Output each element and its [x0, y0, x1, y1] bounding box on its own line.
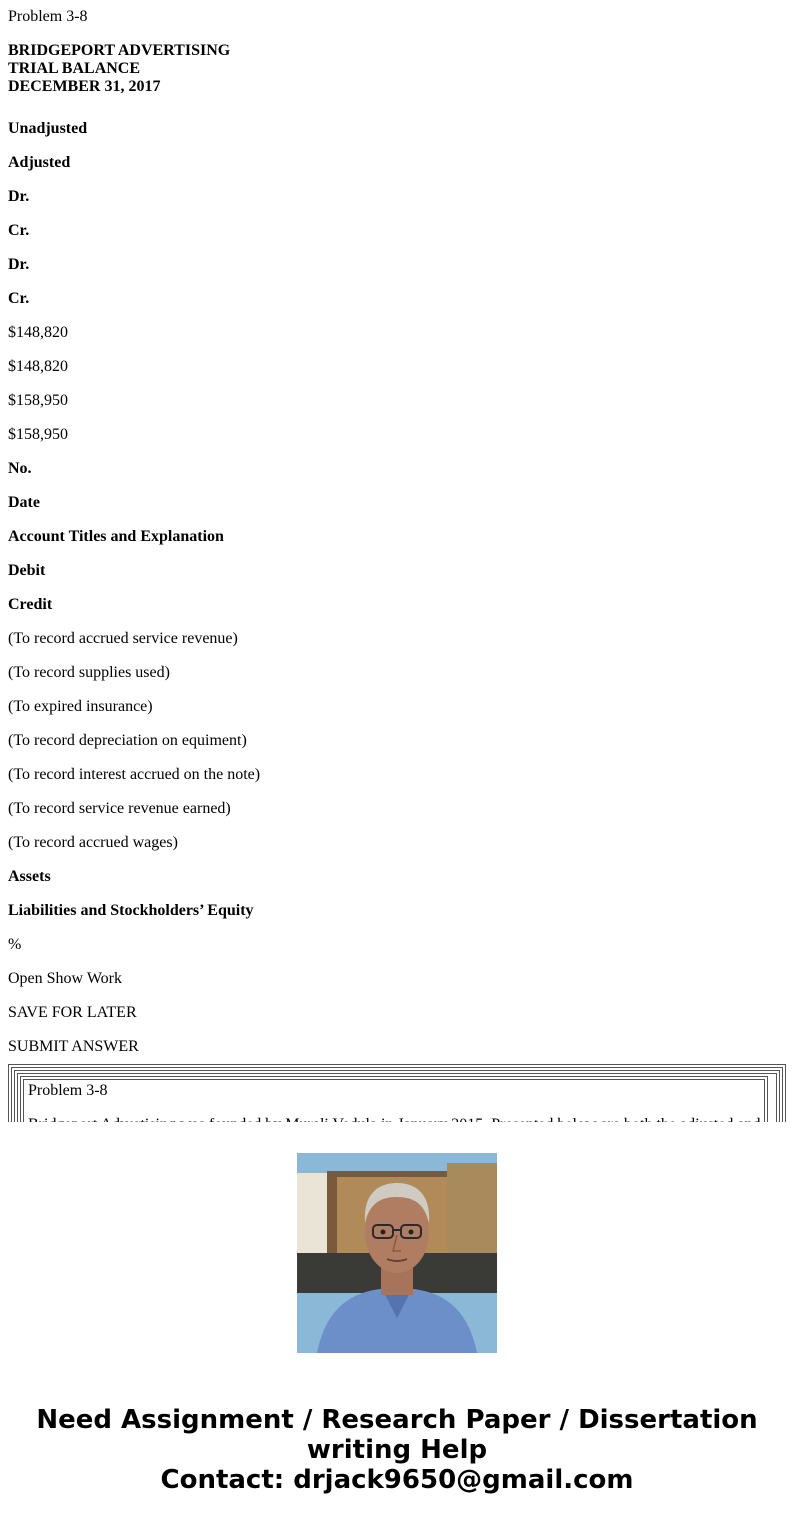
submit-answer-button[interactable]: SUBMIT ANSWER [8, 1038, 139, 1055]
company-name: BRIDGEPORT ADVERTISING [8, 42, 231, 59]
author-photo [297, 1153, 497, 1353]
column-header-dr: Dr. [8, 256, 30, 273]
balance-sheet-liabilities-header: Liabilities and Stockholders’ Equity [8, 902, 254, 919]
promo-text [0, 1405, 794, 1495]
journal-explanation: (To record accrued service revenue) [8, 630, 238, 647]
journal-header-no: No. [8, 460, 32, 477]
journal-explanation: (To record service revenue earned) [8, 800, 231, 817]
promo-line: Need Assignment / Research Paper / Dissertation [36, 1405, 758, 1435]
journal-explanation: (To record supplies used) [8, 664, 170, 681]
report-date: DECEMBER 31, 2017 [8, 78, 161, 95]
column-group-unadjusted: Unadjusted [8, 120, 88, 137]
report-name: TRIAL BALANCE [8, 60, 141, 77]
journal-explanation: (To record depreciation on equiment) [8, 732, 247, 749]
save-for-later-button[interactable]: SAVE FOR LATER [8, 1004, 137, 1021]
open-show-work-link[interactable]: Open Show Work [8, 970, 122, 987]
percent-symbol: % [8, 936, 22, 953]
total-value: $158,950 [8, 426, 68, 443]
balance-sheet-assets-header: Assets [8, 868, 51, 885]
journal-header-debit: Debit [8, 562, 46, 579]
journal-header-account-titles: Account Titles and Explanation [8, 528, 224, 545]
promo-line: writing Help [306, 1435, 488, 1465]
total-value: $148,820 [8, 324, 68, 341]
journal-explanation: (To record interest accrued on the note) [8, 766, 261, 783]
trial-balance-title [8, 34, 786, 112]
total-value: $158,950 [8, 392, 68, 409]
promo-contact: Contact: drjack9650@gmail.com [160, 1465, 634, 1495]
column-header-cr: Cr. [8, 290, 30, 307]
column-header-cr: Cr. [8, 222, 30, 239]
journal-explanation: (To expired insurance) [8, 698, 153, 715]
journal-header-date: Date [8, 494, 40, 511]
journal-header-credit: Credit [8, 596, 53, 613]
total-value: $148,820 [8, 358, 68, 375]
problem-heading: Problem 3-8 [8, 8, 88, 25]
document-content [8, 0, 786, 1122]
journal-explanation: (To record accrued wages) [8, 834, 178, 851]
promo-footer [0, 1122, 794, 1523]
problem-box-heading: Problem 3-8 [28, 1082, 108, 1099]
column-header-dr: Dr. [8, 188, 30, 205]
column-group-adjusted: Adjusted [8, 154, 71, 171]
